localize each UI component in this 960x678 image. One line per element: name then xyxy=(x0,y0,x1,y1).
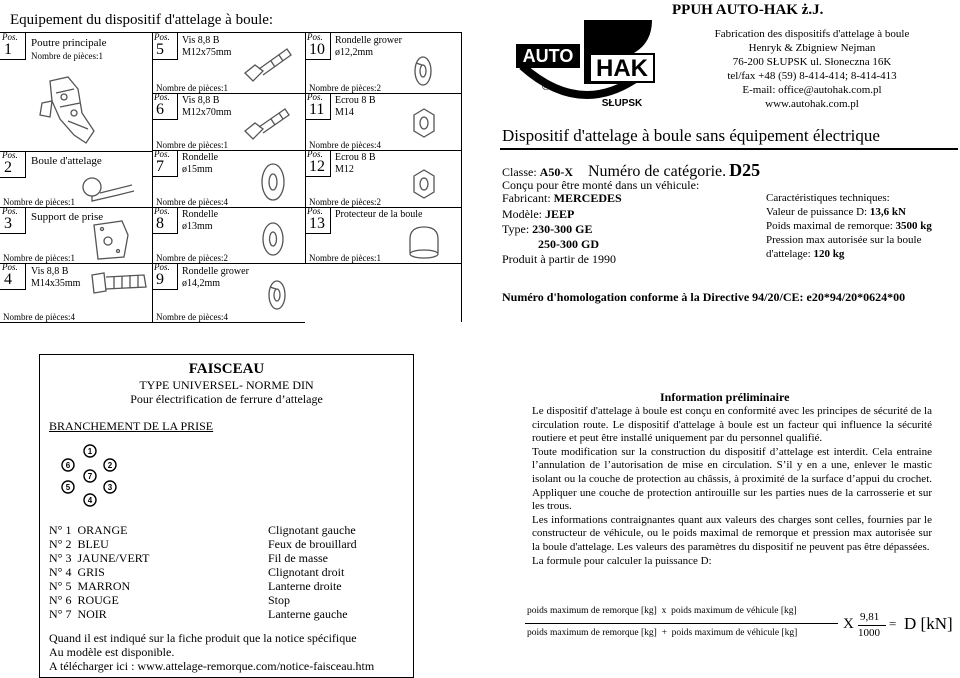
wire-row: N° 4 GRIS xyxy=(49,565,105,579)
part-qty-13: Nombre de pièces:1 xyxy=(309,253,381,263)
company-line: Fabrication des dispositifs d'attelage à boule xyxy=(714,28,910,40)
wiring-box xyxy=(39,354,414,678)
part-name-5: Vis 8,8 B xyxy=(182,35,220,46)
part-qty-2: Nombre de pièces:1 xyxy=(3,197,75,207)
company-line: 76-200 SŁUPSK ul. Słoneczna 16K xyxy=(732,56,892,68)
wire-row: N° 6 ROUGE xyxy=(49,593,119,607)
part-qty-9: Nombre de pièces:4 xyxy=(156,312,228,322)
part-name-8: Rondelle xyxy=(182,209,219,220)
info-paragraph: Toute modification sur la construction du dispositif d’attelage est interdit. Cela entraine l’annulation de l’autorisation de mise en circulation. S’il y en a une, enlever le mastic isolant ou la couche de protection au châssis, à proximité de la surface d’appui du crochet. Appliquer une couche de protection antirouille sur les parties nues de la carrosserie et sur les trous. xyxy=(532,445,932,513)
info-paragraph: Le dispositif d'attelage à boule est conçu en conformité avec les principes de sécurité de la circulation route. Le dispositif d'attelage à boule est un facteur qui influence la sécurité routiere et peut être installé uniquement par du personnel qualifié. xyxy=(532,405,932,445)
concu-line: Conçu pour être monté dans un véhicule: xyxy=(502,178,700,192)
part-qty-10: Nombre de pièces:2 xyxy=(309,83,381,93)
part-detail-5: M12x75mm xyxy=(182,47,232,58)
wire-row: N° 5 MARRON xyxy=(49,579,131,593)
wire-function: Clignotant droit xyxy=(268,565,345,579)
pos-cell-1: Pos. 1 xyxy=(0,33,26,60)
part-qty-7: Nombre de pièces:4 xyxy=(156,197,228,207)
part-qty-3: Nombre de pièces:1 xyxy=(3,253,75,263)
formula-denominator: poids maximum de remorque [kg] + poids maximum de véhicule [kg] xyxy=(527,628,798,638)
formula-1000: 1000 xyxy=(858,627,880,639)
part-name-1: Poutre principale xyxy=(31,37,107,49)
part-detail-11: M14 xyxy=(335,107,354,118)
pin-label: 2 xyxy=(107,461,113,470)
pin-label: 4 xyxy=(87,496,93,505)
company-website[interactable]: www.autohak.com.pl xyxy=(765,98,859,110)
part-detail-4: M14x35mm xyxy=(31,278,81,289)
wiring-download-link[interactable]: A télécharger ici : www.attelage-remorque.com/notice-faisceau.htm xyxy=(49,659,375,673)
part-name-13: Protecteur de la boule xyxy=(335,209,423,220)
nut-m14-drawing xyxy=(410,105,438,141)
wire-function: Clignotant gauche xyxy=(268,523,356,537)
formula-g-bar xyxy=(858,625,886,626)
info-paragraph: Les informations contraignantes quant aux valeurs des charges sont celles, fournies par le constructeur de véhicule, ou le poids maximal de remorque et pression max autorisée sur la boule d'attelage. Les valeurs des paramètres du dispositif ne peuvent pas être dépassées. xyxy=(532,513,932,553)
logo-registered-mark: ® xyxy=(542,81,551,93)
part-detail-10: ø12,2mm xyxy=(335,47,374,58)
pos-cell-6: Pos. 6 xyxy=(152,93,178,120)
socket-bracket-drawing xyxy=(88,219,138,263)
part-detail-9: ø14,2mm xyxy=(182,278,221,289)
part-name-6: Vis 8,8 B xyxy=(182,95,220,106)
fabricant-line: Fabricant: MERCEDES xyxy=(502,191,622,205)
company-name: PPUH AUTO-HAK ż.J. xyxy=(672,2,824,18)
tech-title: Caractéristiques techniques: xyxy=(766,192,890,204)
bolt-m14-drawing xyxy=(90,269,148,299)
pos-cell-3: Pos. 3 xyxy=(0,207,26,234)
parts-title: Equipement du dispositif d'attelage à boule: xyxy=(10,12,274,28)
formula-equals: = xyxy=(889,616,897,631)
company-email[interactable]: E-mail: office@autohak.com.pl xyxy=(742,84,882,96)
grower-washer-12-drawing xyxy=(410,53,436,89)
product-title: Dispositif d'attelage à boule sans équipement électrique xyxy=(502,126,880,145)
modele-line: Modèle: JEEP xyxy=(502,207,575,221)
pos-cell-4: Pos. 4 xyxy=(0,263,26,290)
part-name-10: Rondelle grower xyxy=(335,35,402,46)
wiring-note: Au modèle est disponible. xyxy=(49,645,175,659)
bolt-m12x75-drawing xyxy=(235,43,295,93)
auto-hak-logo xyxy=(512,14,662,116)
bolt-m12x70-drawing xyxy=(235,103,295,149)
wire-function: Feux de brouillard xyxy=(268,537,357,551)
washer-15-drawing xyxy=(258,161,288,203)
wiring-note: Quand il est indiqué sur la fiche produit que la notice spécifique xyxy=(49,631,357,645)
part-name-3: Support de prise xyxy=(31,211,104,223)
homologation-number: Numéro d'homologation conforme à la Directive 94/20/CE: e20*94/20*0624*00 xyxy=(502,290,906,304)
nut-m12-drawing xyxy=(410,167,438,201)
part-detail-7: ø15mm xyxy=(182,164,213,175)
pos-cell-13: Pos. 13 xyxy=(305,207,331,234)
part-detail-8: ø13mm xyxy=(182,221,213,232)
part-detail-6: M12x70mm xyxy=(182,107,232,118)
part-qty-5: Nombre de pièces:1 xyxy=(156,83,228,93)
tech-d-value: Valeur de puissance D: 13,6 kN xyxy=(766,206,906,218)
type-line: Type: 230-300 GE xyxy=(502,222,593,236)
info-title: Information préliminaire xyxy=(660,390,790,404)
plug-pin-diagram xyxy=(52,441,128,511)
wiring-subtitle-2: Pour électrification de ferrure d’attelage xyxy=(130,392,323,406)
pos-cell-9: Pos. 9 xyxy=(152,263,178,290)
formula-g: 9,81 xyxy=(860,611,880,623)
info-paragraph: La formule pour calculer la puissance D: xyxy=(532,554,712,567)
part-detail-12: M12 xyxy=(335,164,354,175)
produit-line: Produit à partir de 1990 xyxy=(502,252,616,266)
title-divider xyxy=(500,148,958,150)
company-line: Henryk & Zbigniew Nejman xyxy=(748,42,876,54)
pos-cell-12: Pos. 12 xyxy=(305,150,331,177)
wire-row: N° 3 JAUNE/VERT xyxy=(49,551,150,565)
part-name-11: Ecrou 8 B xyxy=(335,95,376,106)
pos-cell-8: Pos. 8 xyxy=(152,207,178,234)
wiring-title: FAISCEAU xyxy=(188,361,265,377)
part-name-4: Vis 8,8 B xyxy=(31,266,69,277)
main-beam-drawing xyxy=(30,73,110,148)
part-name-2: Boule d'attelage xyxy=(31,155,102,167)
pos-cell-5: Pos. 5 xyxy=(152,33,178,60)
pos-cell-11: Pos. 11 xyxy=(305,93,331,120)
pos-cell-7: Pos. 7 xyxy=(152,150,178,177)
pos-cell-2: Pos. 2 xyxy=(0,151,26,178)
washer-13-drawing xyxy=(258,219,288,259)
formula-times: X xyxy=(843,616,854,632)
logo-auto-text: AUTO xyxy=(522,46,574,66)
type-line-2: 250-300 GD xyxy=(538,237,599,251)
part-name-12: Ecrou 8 B xyxy=(335,152,376,163)
formula-result: D [kN] xyxy=(904,614,953,633)
wire-row: N° 7 NOIR xyxy=(49,607,107,621)
pin-label: 7 xyxy=(87,472,93,481)
part-qty-1: Nombre de pièces:1 xyxy=(31,51,103,61)
part-name-7: Rondelle xyxy=(182,152,219,163)
formula-numerator: poids maximum de remorque [kg] x poids maximum de véhicule [kg] xyxy=(527,606,797,616)
company-line: tel/fax +48 (59) 8-414-414; 8-414-413 xyxy=(727,70,897,82)
part-qty-8: Nombre de pièces:2 xyxy=(156,253,228,263)
tech-pressure: Pression max autorisée sur la boule xyxy=(766,234,922,246)
wiring-subtitle: TYPE UNIVERSEL- NORME DIN xyxy=(139,378,314,392)
part-name-9: Rondelle grower xyxy=(182,266,249,277)
branchement-title: BRANCHEMENT DE LA PRISE xyxy=(49,419,214,433)
logo-city-text: SŁUPSK xyxy=(601,98,643,109)
parts-table xyxy=(0,32,462,322)
pin-label: 3 xyxy=(107,483,113,492)
formula-fraction-bar xyxy=(525,623,838,624)
tech-max-trailer: Poids maximal de remorque: 3500 kg xyxy=(766,220,932,232)
pos-cell-10: Pos. 10 xyxy=(305,33,331,60)
tow-ball-drawing xyxy=(78,173,138,205)
wire-function: Lanterne gauche xyxy=(268,607,348,621)
wire-function: Fil de masse xyxy=(268,551,328,565)
pin-label: 6 xyxy=(65,461,71,470)
ball-cover-drawing xyxy=(404,223,444,261)
part-qty-11: Nombre de pièces:4 xyxy=(309,140,381,150)
tech-pressure-value: d'attelage: 120 kg xyxy=(766,248,845,260)
wire-row: N° 2 BLEU xyxy=(49,537,109,551)
grower-washer-14-drawing xyxy=(264,277,290,313)
classe-line: Classe: A50-X Numéro de catégorie. D25 xyxy=(502,160,761,180)
wire-function: Lanterne droite xyxy=(268,579,342,593)
part-qty-6: Nombre de pièces:1 xyxy=(156,140,228,150)
wire-row: N° 1 ORANGE xyxy=(49,523,128,537)
wire-function: Stop xyxy=(268,593,291,607)
pin-label: 5 xyxy=(65,483,71,492)
info-body xyxy=(532,405,932,568)
part-qty-12: Nombre de pièces:2 xyxy=(309,197,381,207)
part-qty-4: Nombre de pièces:4 xyxy=(3,312,75,322)
pin-label: 1 xyxy=(87,447,93,456)
logo-hak-text: HAK xyxy=(596,55,648,82)
